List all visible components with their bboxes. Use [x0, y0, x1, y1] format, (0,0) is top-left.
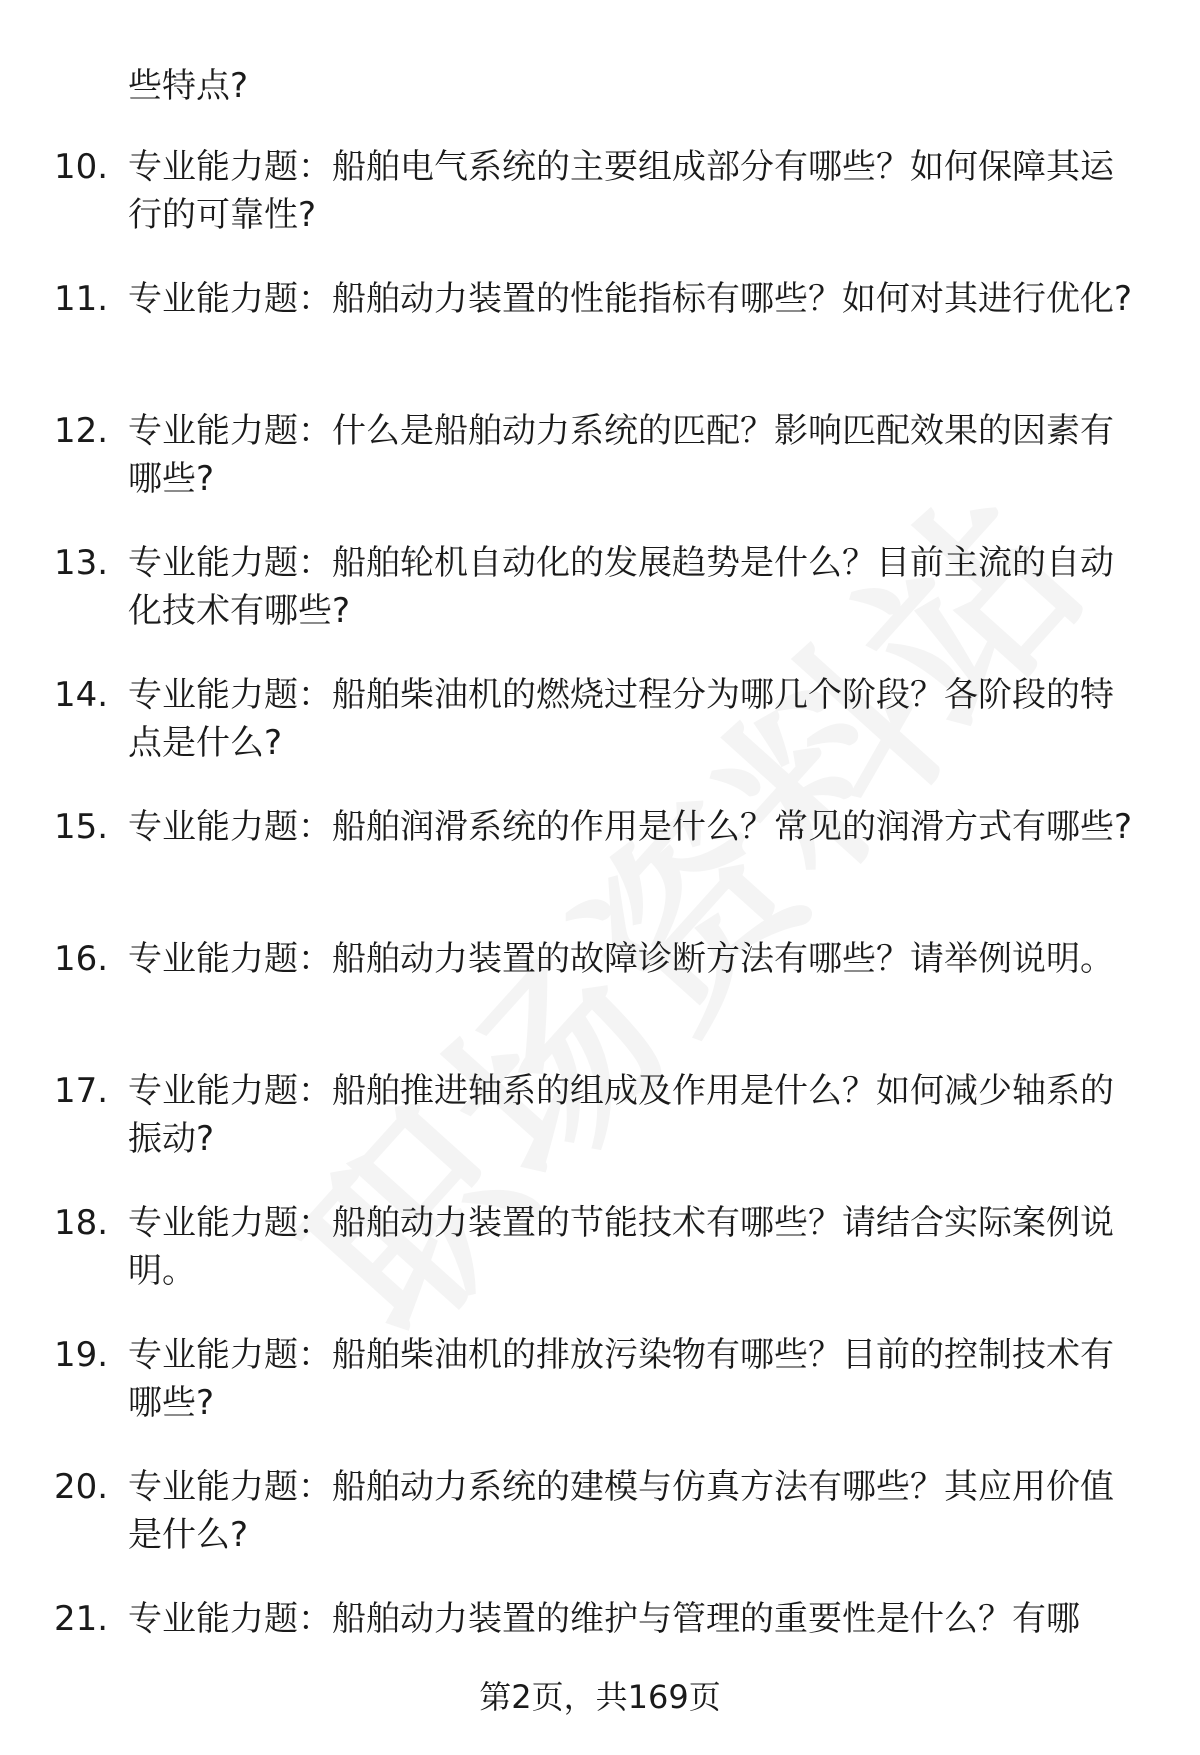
- previous-question-continuation: 些特点?: [128, 66, 249, 106]
- question-number: 10.: [54, 147, 109, 187]
- question-text: 专业能力题：船舶轮机自动化的发展趋势是什么？目前主流的自动化技术有哪些?: [128, 543, 1114, 631]
- list-item: [0, 671, 1200, 803]
- question-number: 19.: [54, 1335, 109, 1375]
- question-number: 21.: [54, 1599, 109, 1639]
- list-item: [0, 275, 1200, 407]
- question-number: 13.: [54, 543, 109, 583]
- question-number: 12.: [54, 411, 109, 451]
- list-item: [0, 407, 1200, 539]
- list-item: [0, 1199, 1200, 1331]
- question-number: 16.: [54, 939, 109, 979]
- list-item: [0, 935, 1200, 1067]
- question-number: 17.: [54, 1071, 109, 1111]
- question-text: 专业能力题：船舶动力装置的故障诊断方法有哪些？请举例说明。: [128, 939, 1114, 979]
- question-number: 15.: [54, 807, 109, 847]
- question-text: 专业能力题：船舶推进轴系的组成及作用是什么？如何减少轴系的振动?: [128, 1071, 1114, 1159]
- question-text: 专业能力题：船舶电气系统的主要组成部分有哪些？如何保障其运行的可靠性?: [128, 147, 1114, 235]
- question-number: 14.: [54, 675, 109, 715]
- question-text: 专业能力题：船舶动力装置的节能技术有哪些？请结合实际案例说明。: [128, 1203, 1114, 1291]
- question-list: [0, 143, 1200, 1727]
- list-item: [0, 803, 1200, 935]
- question-number: 20.: [54, 1467, 109, 1507]
- list-item: [0, 539, 1200, 671]
- question-text: 专业能力题：船舶动力系统的建模与仿真方法有哪些？其应用价值是什么?: [128, 1467, 1114, 1555]
- question-text: 专业能力题：什么是船舶动力系统的匹配？影响匹配效果的因素有哪些?: [128, 411, 1114, 499]
- question-text: 专业能力题：船舶柴油机的排放污染物有哪些？目前的控制技术有哪些?: [128, 1335, 1114, 1423]
- question-text: 专业能力题：船舶动力装置的性能指标有哪些？如何对其进行优化?: [128, 279, 1133, 319]
- question-text: 专业能力题：船舶柴油机的燃烧过程分为哪几个阶段？各阶段的特点是什么?: [128, 675, 1114, 763]
- question-text: 专业能力题：船舶润滑系统的作用是什么？常见的润滑方式有哪些?: [128, 807, 1133, 847]
- list-item: [0, 1463, 1200, 1595]
- question-number: 11.: [54, 279, 109, 319]
- list-item: [0, 143, 1200, 275]
- list-item: [0, 1331, 1200, 1463]
- list-item: [0, 1067, 1200, 1199]
- page-number-footer: 第2页，共169页: [479, 1678, 721, 1716]
- question-text: 专业能力题：船舶动力装置的维护与管理的重要性是什么？有哪: [128, 1599, 1080, 1639]
- question-number: 18.: [54, 1203, 109, 1243]
